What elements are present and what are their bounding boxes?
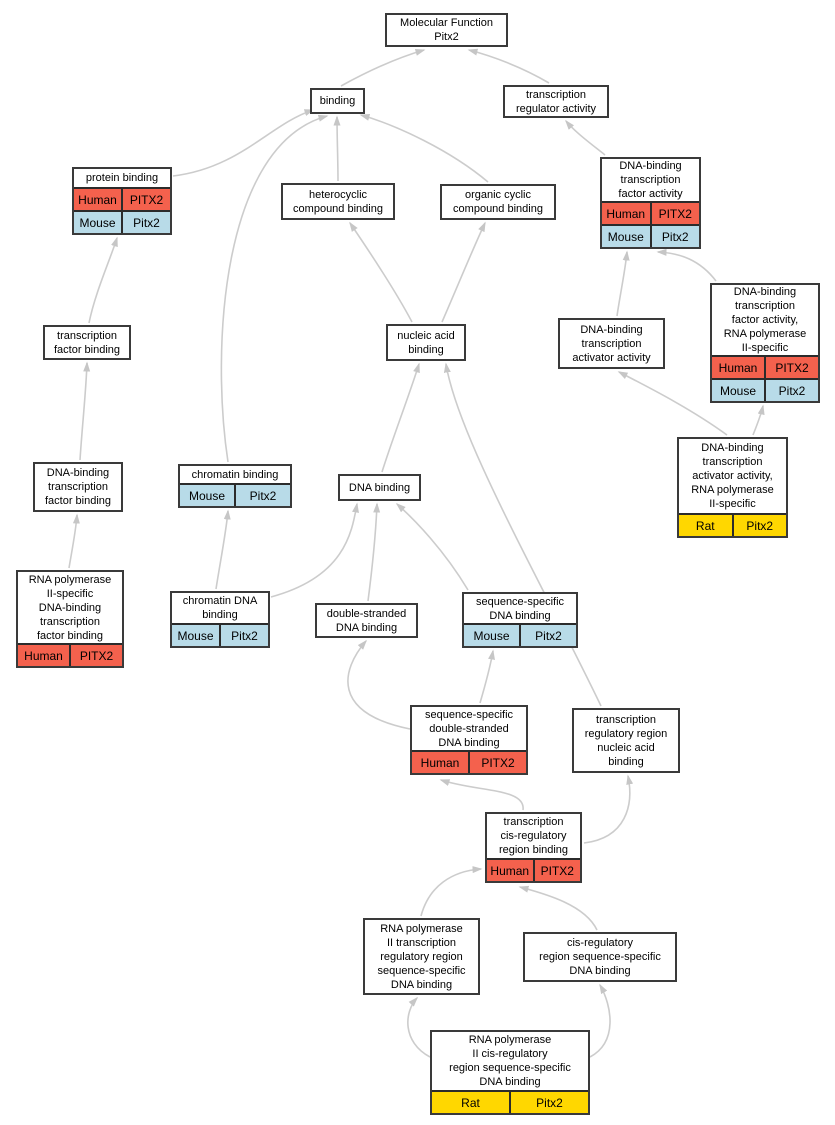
node-heterocyclic-compound-binding[interactable] — [281, 183, 395, 220]
gene-cell: PITX2 — [540, 863, 574, 878]
species-cell: Mouse — [602, 226, 652, 247]
node-dna-binding-transcription-activator-activity[interactable] — [558, 318, 665, 369]
edge-transcription-factor-binding-to-protein-binding — [89, 238, 117, 323]
term-label: sequence-specific DNA binding — [475, 595, 565, 622]
node-cis-regulatory-region-sequence-specific-dna-binding[interactable] — [523, 932, 677, 982]
node-protein-binding[interactable] — [72, 167, 172, 235]
edge-transcription-regulator-activity-to-molecular-function-pitx2 — [469, 50, 549, 83]
term-label: sequence-specific double-stranded DNA binding — [424, 708, 514, 749]
gene-cell: PITX2 — [481, 755, 515, 770]
species-cell: Human — [712, 357, 766, 378]
gene-cell: Pitx2 — [231, 628, 258, 643]
species-cell: Mouse — [74, 212, 123, 233]
species-cell: Mouse — [180, 485, 236, 506]
term-label: DNA-binding transcription activator activity, RNA polymerase II-specific — [691, 442, 774, 510]
term-label: binding — [319, 95, 356, 107]
term-label: DNA-binding transcription factor binding — [44, 467, 112, 507]
species-cell: Human — [412, 752, 470, 773]
node-transcription-factor-binding[interactable] — [43, 325, 131, 360]
gene-cell: PITX2 — [129, 192, 164, 207]
node-transcription-regulator-activity[interactable] — [503, 85, 609, 118]
term-label: DNA-binding transcription factor activity — [618, 160, 683, 200]
term-label: heterocyclic compound binding — [293, 188, 383, 215]
species-cell: Human — [74, 189, 123, 210]
node-sequence-specific-double-stranded-dna-binding[interactable] — [410, 705, 528, 775]
annotation-row — [712, 355, 818, 378]
annotation-row — [172, 623, 268, 646]
species-cell: Human — [602, 203, 652, 224]
edge-double-stranded-dna-binding-to-dna-binding — [368, 504, 377, 601]
species-cell: Human — [18, 645, 71, 666]
edge-protein-binding-to-binding — [173, 110, 313, 176]
edge-dna-binding-transcription-activator-activity-to-dna-binding-transcription-factor-activity — [617, 252, 627, 316]
annotation-row — [679, 513, 786, 536]
term-label: transcription factor binding — [53, 329, 121, 356]
annotation-row — [602, 201, 699, 224]
annotation-row — [74, 187, 170, 210]
species-cell: Mouse — [464, 625, 521, 646]
term-label: Molecular Function Pitx2 — [400, 17, 493, 43]
edge-cis-regulatory-region-sequence-specific-dna-binding-to-transcription-cis-regulatory-region-binding — [520, 887, 597, 930]
gene-cell: Pitx2 — [133, 215, 160, 230]
node-dna-binding[interactable] — [338, 474, 421, 501]
edge-sequence-specific-dna-binding-to-dna-binding — [397, 504, 468, 590]
annotation-row — [602, 224, 699, 247]
node-dna-binding-transcription-factor-activity-rna-polymerase-ii-specific[interactable] — [710, 283, 820, 403]
term-label: cis-regulatory region sequence-specific DNA binding — [539, 937, 661, 977]
edge-organic-cyclic-compound-binding-to-binding — [361, 115, 488, 182]
node-double-stranded-dna-binding[interactable] — [315, 603, 418, 638]
node-molecular-function-pitx2[interactable] — [385, 13, 508, 47]
gene-cell: Pitx2 — [535, 628, 562, 643]
annotation-row — [412, 750, 526, 773]
term-label: protein binding — [85, 172, 159, 184]
term-label: transcription cis-regulatory region binding — [498, 816, 569, 856]
annotation-row — [712, 378, 818, 401]
annotation-row — [432, 1090, 588, 1113]
gene-cell: Pitx2 — [746, 518, 774, 533]
species-cell: Mouse — [712, 380, 766, 401]
term-label: DNA binding — [348, 481, 411, 494]
gene-cell: Pitx2 — [661, 229, 689, 244]
gene-cell: PITX2 — [658, 206, 692, 221]
term-label: organic cyclic compound binding — [453, 189, 543, 215]
edge-nucleic-acid-binding-to-heterocyclic-compound-binding — [350, 223, 412, 322]
edge-binding-to-molecular-function-pitx2 — [341, 50, 424, 86]
edge-rna-polymerase-ii-cis-regulatory-region-sequence-specific-dna-binding-to-rna-polymerase-ii-transcription-regulatory-region-sequence-specific-dna-binding — [408, 998, 430, 1057]
gene-cell: PITX2 — [775, 360, 809, 375]
term-label: double-stranded DNA binding — [326, 607, 407, 634]
edge-rna-polymerase-ii-specific-dna-binding-transcription-factor-binding-to-dna-binding-transcription-factor-binding — [69, 515, 77, 568]
term-label: chromatin DNA binding — [182, 595, 258, 621]
edge-transcription-cis-regulatory-region-binding-to-transcription-regulatory-region-nucleic-acid-binding — [584, 776, 630, 843]
edge-sequence-specific-double-stranded-dna-binding-to-sequence-specific-dna-binding — [480, 651, 493, 703]
term-label: DNA-binding transcription activator activity — [572, 323, 651, 364]
node-dna-binding-transcription-factor-binding[interactable] — [33, 462, 123, 512]
node-rna-polymerase-ii-cis-regulatory-region-sequence-specific-dna-binding[interactable] — [430, 1030, 590, 1115]
species-cell: Human — [487, 860, 535, 881]
node-transcription-cis-regulatory-region-binding[interactable] — [485, 812, 582, 883]
node-nucleic-acid-binding[interactable] — [386, 324, 466, 361]
annotation-row — [74, 210, 170, 233]
edge-dna-binding-transcription-activator-activity-rna-polymerase-ii-specific-to-dna-binding-transcription-factor-activity-rna-polymerase-ii-specific — [753, 406, 763, 435]
edge-transcription-cis-regulatory-region-binding-to-sequence-specific-double-stranded-dna-binding — [441, 780, 523, 810]
term-label: transcription regulator activity — [515, 88, 597, 115]
edge-transcription-regulatory-region-nucleic-acid-binding-to-nucleic-acid-binding — [446, 364, 601, 706]
node-rna-polymerase-ii-specific-dna-binding-transcription-factor-binding[interactable] — [16, 570, 124, 668]
annotation-row — [487, 858, 580, 881]
edge-heterocyclic-compound-binding-to-binding — [337, 117, 338, 181]
gene-cell: PITX2 — [79, 648, 114, 663]
edge-dna-binding-transcription-factor-activity-rna-polymerase-ii-specific-to-dna-binding-transcription-factor-activity — [658, 252, 716, 281]
edge-sequence-specific-double-stranded-dna-binding-to-double-stranded-dna-binding — [348, 641, 410, 729]
node-dna-binding-transcription-factor-activity[interactable] — [600, 157, 701, 249]
edge-rna-polymerase-ii-cis-regulatory-region-sequence-specific-dna-binding-to-cis-regulatory-region-sequence-specific-dna-binding — [590, 985, 610, 1057]
gene-cell: Pitx2 — [536, 1095, 563, 1110]
term-label: RNA polymerase II cis-regulatory region sequence-specific DNA binding — [449, 1034, 571, 1088]
term-label: chromatin binding — [191, 468, 279, 481]
gene-cell: Pitx2 — [778, 383, 806, 398]
edge-chromatin-dna-binding-to-dna-binding — [271, 504, 357, 597]
node-binding[interactable] — [310, 88, 365, 114]
node-chromatin-binding[interactable] — [178, 464, 292, 508]
node-sequence-specific-dna-binding[interactable] — [462, 592, 578, 648]
edge-chromatin-dna-binding-to-chromatin-binding — [216, 511, 228, 589]
node-organic-cyclic-compound-binding[interactable] — [440, 184, 556, 220]
node-rna-polymerase-ii-transcription-regulatory-region-sequence-specific-dna-binding[interactable] — [363, 918, 480, 995]
term-label: nucleic acid binding — [397, 329, 455, 356]
term-label: RNA polymerase II-specific DNA-binding transcription factor binding — [28, 573, 112, 642]
node-chromatin-dna-binding[interactable] — [170, 591, 270, 648]
annotation-row — [18, 643, 122, 666]
edge-dna-binding-to-nucleic-acid-binding — [382, 364, 419, 472]
edge-dna-binding-transcription-factor-binding-to-transcription-factor-binding — [80, 363, 87, 460]
species-cell: Rat — [432, 1092, 511, 1113]
edge-dna-binding-transcription-factor-activity-to-transcription-regulator-activity — [566, 121, 605, 155]
species-cell: Mouse — [172, 625, 221, 646]
edge-rna-polymerase-ii-transcription-regulatory-region-sequence-specific-dna-binding-to-transcription-cis-regulatory-region-binding — [421, 869, 481, 916]
gene-cell: Pitx2 — [249, 488, 277, 503]
annotation-row — [180, 483, 290, 506]
annotation-row — [464, 623, 576, 646]
edge-chromatin-binding-to-binding — [221, 116, 327, 462]
node-dna-binding-transcription-activator-activity-rna-polymerase-ii-specific[interactable] — [677, 437, 788, 538]
edge-nucleic-acid-binding-to-organic-cyclic-compound-binding — [442, 223, 485, 322]
species-cell: Rat — [679, 515, 734, 536]
node-transcription-regulatory-region-nucleic-acid-binding[interactable] — [572, 708, 680, 773]
term-label: RNA polymerase II transcription regulatory region sequence-specific DNA binding — [377, 922, 466, 991]
term-label: DNA-binding transcription factor activity, RNA polymerase II-specific — [723, 286, 807, 354]
term-label: transcription regulatory region nucleic acid binding — [584, 713, 668, 768]
